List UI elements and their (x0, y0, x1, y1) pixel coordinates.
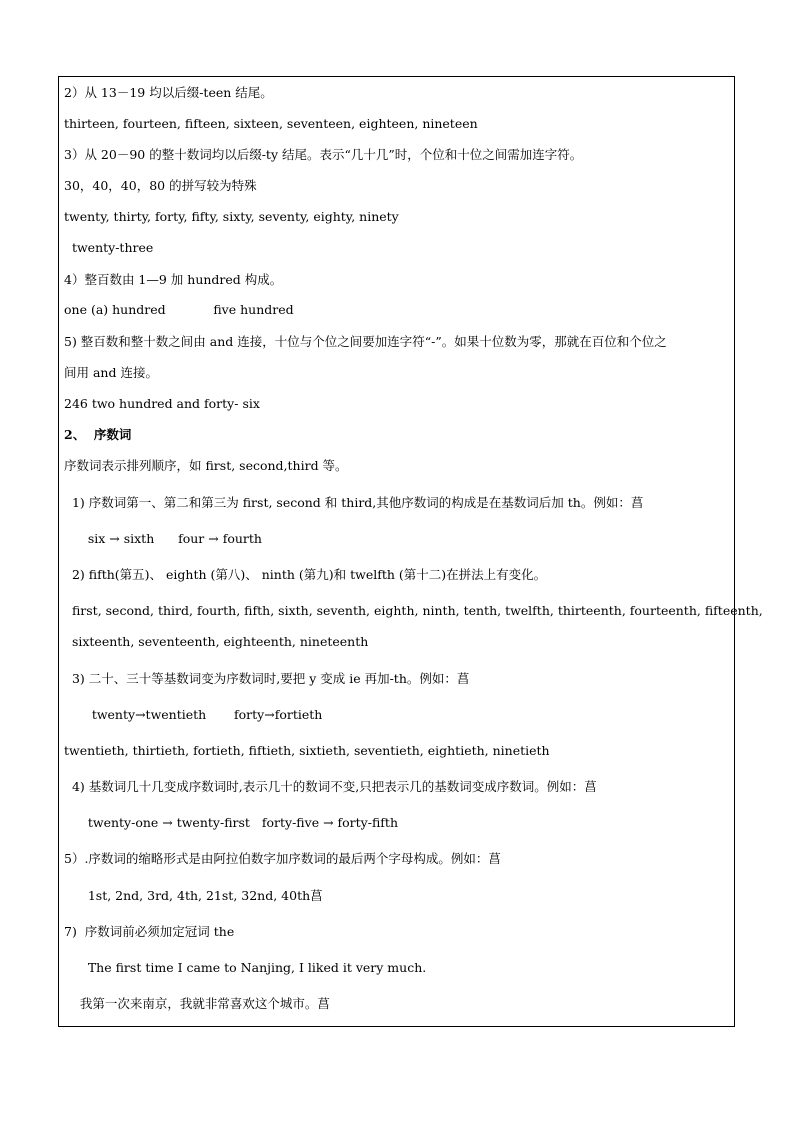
text-line: 5）.序数词的缩略形式是由阿拉伯数字加序数词的最后两个字母构成。例如：菖 (64, 851, 501, 866)
text-line: 我第一次来南京，我就非常喜欢这个城市。菖 (64, 996, 330, 1011)
text-line: 序数词表示排列顺序，如 first, second,third 等。 (64, 458, 348, 473)
text-line: 3）从 20－90 的整十数词均以后缀-ty 结尾。表示“几十几”时，个位和十位之间需加连字符。 (64, 147, 583, 162)
text-line: twenty-three (64, 240, 154, 255)
text-line: 3) 二十、三十等基数词变为序数词时,要把 y 变成 ie 再加-th。例如：菖 (64, 671, 470, 686)
text-line: 30，40，40，80 的拼写较为特殊 (64, 178, 257, 193)
text-line: twenty-one → twenty-first forty-five → forty-fifth (64, 815, 398, 830)
text-line: twentieth, thirtieth, fortieth, fiftieth, sixtieth, seventieth, eightieth, ninetieth (64, 743, 550, 758)
text-line: 7) 序数词前必须加定冠词 the (64, 924, 235, 939)
text-line: 2）从 13－19 均以后缀-teen 结尾。 (64, 85, 273, 100)
text-line: 5) 整百数和整十数之间由 and 连接，十位与个位之间要加连字符“-”。如果十位数为零，那就在百位和个位之 (64, 334, 667, 349)
text-line: 246 two hundred and forty- six (64, 396, 260, 411)
text-line: twenty→twentieth forty→fortieth (64, 707, 323, 722)
section-heading: 2、 序数词 (64, 427, 132, 442)
text-line: six → sixth four → fourth (64, 531, 262, 546)
text-line: 1) 序数词第一、第二和第三为 first, second 和 third,其他序数词的构成是在基数词后加 th。例如：菖 (64, 495, 644, 510)
text-line: 2) fifth(第五)、 eighth (第八)、 ninth (第九)和 twelfth (第十二)在拼法上有变化。 (64, 567, 547, 582)
text-line: 4）整百数由 1—9 加 hundred 构成。 (64, 272, 283, 287)
text-line: 间用 and 连接。 (64, 365, 158, 380)
text-line: 4) 基数词几十几变成序数词时,表示几十的数词不变,只把表示几的基数词变成序数词。例如：菖 (64, 779, 597, 794)
text-line: first, second, third, fourth, fifth, sixth, seventh, eighth, ninth, tenth, twelfth, thirteenth, fourteenth, fifteenth, (64, 603, 763, 618)
text-line: 1st, 2nd, 3rd, 4th, 21st, 32nd, 40th菖 (64, 888, 323, 903)
text-line: one (a) hundred five hundred (64, 302, 294, 317)
text-line: thirteen, fourteen, fifteen, sixteen, seventeen, eighteen, nineteen (64, 116, 478, 131)
text-line: The first time I came to Nanjing, I liked it very much. (64, 960, 427, 975)
text-line: sixteenth, seventeenth, eighteenth, nineteenth (64, 634, 369, 649)
text-line: twenty, thirty, forty, fifty, sixty, seventy, eighty, ninety (64, 209, 399, 224)
